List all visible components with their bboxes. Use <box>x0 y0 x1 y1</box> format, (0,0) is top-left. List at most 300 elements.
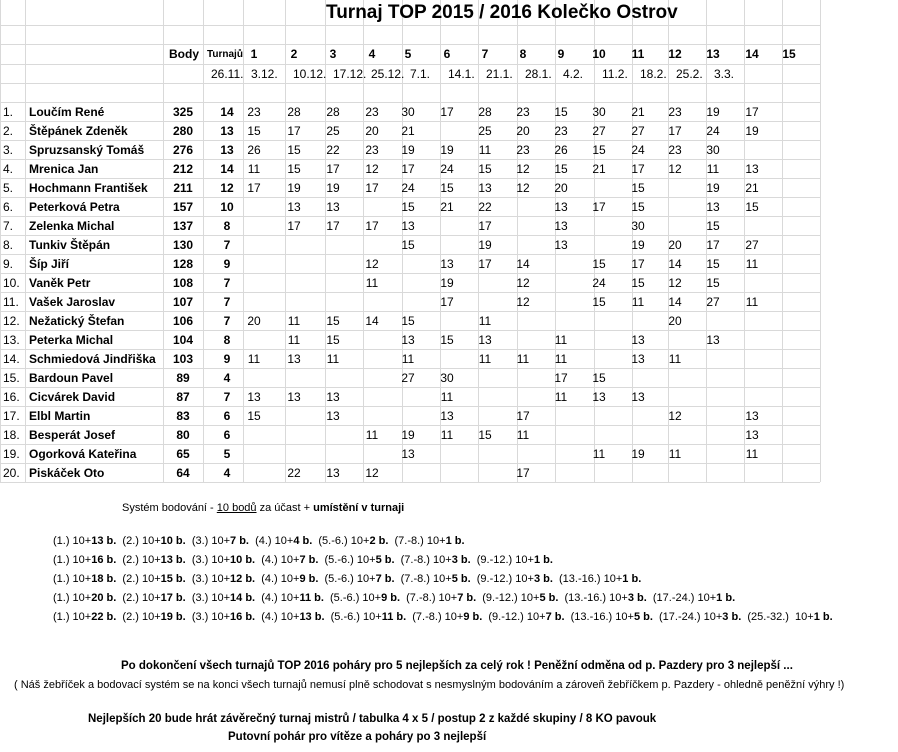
scoring-segment: 1 b. <box>445 535 465 547</box>
score-cell: 23 <box>554 124 568 138</box>
player-name: Loučím René <box>29 105 105 119</box>
scoring-segment: 3 b. <box>722 611 742 623</box>
player-points: 104 <box>172 333 194 347</box>
round-number: 12 <box>668 47 682 61</box>
score-cell: 11 <box>745 257 759 271</box>
player-name: Ogorková Kateřina <box>29 447 137 461</box>
player-points: 212 <box>172 162 194 176</box>
score-cell: 30 <box>440 371 454 385</box>
score-cell: 15 <box>706 219 720 233</box>
score-cell: 17 <box>706 238 720 252</box>
score-cell: 21 <box>745 181 759 195</box>
score-cell: 13 <box>554 238 568 252</box>
score-cell: 11 <box>631 295 645 309</box>
score-cell: 15 <box>401 200 415 214</box>
scoring-segment: (9.-12.) 10+ <box>476 592 540 604</box>
player-name: Besperát Josef <box>29 428 116 442</box>
player-tournaments: 8 <box>223 219 231 233</box>
player-name: Štěpánek Zdeněk <box>29 124 128 138</box>
scoring-segment: 13 b. <box>299 611 325 623</box>
player-name: Spruzsanský Tomáš <box>29 143 145 157</box>
score-cell: 13 <box>326 390 340 404</box>
scoring-segment: (7.-8.) 10+ <box>400 592 458 604</box>
score-cell: 19 <box>631 238 645 252</box>
player-rank: 2. <box>3 124 14 138</box>
player-tournaments: 10 <box>220 200 234 214</box>
scoring-segment: (1.) 10+ <box>53 611 92 623</box>
player-tournaments: 9 <box>223 257 231 271</box>
player-name: Šíp Jiří <box>29 257 70 271</box>
score-cell: 13 <box>706 333 720 347</box>
scoring-segment: 3 b. <box>627 592 647 604</box>
scoring-segment: 5 b. <box>633 611 653 623</box>
player-tournaments: 7 <box>223 295 231 309</box>
player-tournaments: 6 <box>223 428 231 442</box>
player-tournaments: 4 <box>223 371 231 385</box>
system-prefix: Systém bodování - <box>122 502 214 514</box>
score-cell: 23 <box>668 143 682 157</box>
scoring-segment: 1 b. <box>813 611 833 623</box>
round-number: 1 <box>250 47 258 61</box>
player-rank: 18. <box>3 428 20 442</box>
round-number: 6 <box>443 47 451 61</box>
player-rank: 13. <box>3 333 20 347</box>
grid-vertical <box>782 0 783 482</box>
score-cell: 15 <box>592 143 606 157</box>
score-cell: 11 <box>516 428 530 442</box>
grid-horizontal <box>0 444 820 445</box>
score-cell: 13 <box>287 390 301 404</box>
score-cell: 28 <box>478 105 492 119</box>
player-points: 103 <box>172 352 194 366</box>
score-cell: 28 <box>326 105 340 119</box>
player-name: Vašek Jaroslav <box>29 295 116 309</box>
grid-vertical <box>25 0 26 482</box>
grid-horizontal <box>0 102 820 103</box>
score-cell: 27 <box>401 371 415 385</box>
score-cell: 30 <box>706 143 720 157</box>
scoring-segment: 5 b. <box>451 573 471 585</box>
scoring-segment: 3 b. <box>451 554 471 566</box>
round-number: 11 <box>631 47 645 61</box>
score-cell: 17 <box>326 162 340 176</box>
player-name: Elbl Martin <box>29 409 91 423</box>
scoring-segment: (4.) 10+ <box>255 611 300 623</box>
score-cell: 15 <box>554 162 568 176</box>
player-rank: 16. <box>3 390 20 404</box>
score-cell: 11 <box>478 314 492 328</box>
grid-horizontal <box>0 273 820 274</box>
score-cell: 11 <box>401 352 415 366</box>
score-cell: 20 <box>365 124 379 138</box>
score-cell: 20 <box>554 181 568 195</box>
score-cell: 19 <box>440 276 454 290</box>
score-cell: 15 <box>326 314 340 328</box>
grid-horizontal <box>0 254 820 255</box>
score-cell: 17 <box>247 181 261 195</box>
score-cell: 12 <box>516 162 530 176</box>
score-cell: 11 <box>745 295 759 309</box>
round-number: 8 <box>519 47 527 61</box>
score-cell: 23 <box>365 143 379 157</box>
score-cell: 13 <box>440 409 454 423</box>
scoring-segment: 1 b. <box>622 573 642 585</box>
player-rank: 10. <box>3 276 20 290</box>
scoring-segment: 17 b. <box>160 592 186 604</box>
player-name: Vaněk Petr <box>29 276 91 290</box>
score-cell: 13 <box>287 200 301 214</box>
score-cell: 15 <box>287 143 301 157</box>
score-cell: 17 <box>745 105 759 119</box>
grid-horizontal <box>0 25 820 26</box>
score-cell: 25 <box>326 124 340 138</box>
score-cell: 13 <box>554 200 568 214</box>
player-name: Hochmann František <box>29 181 148 195</box>
score-cell: 19 <box>287 181 301 195</box>
round-date: 25.12. <box>371 67 405 81</box>
score-cell: 24 <box>592 276 606 290</box>
score-cell: 24 <box>631 143 645 157</box>
player-tournaments: 5 <box>223 447 231 461</box>
player-tournaments: 14 <box>220 162 234 176</box>
scoring-segment: (13.-16.) 10+ <box>552 573 623 585</box>
round-date: 11.2. <box>602 67 628 81</box>
score-cell: 30 <box>592 105 606 119</box>
score-cell: 17 <box>365 181 379 195</box>
player-points: 128 <box>172 257 194 271</box>
scoring-segment: 15 b. <box>160 573 186 585</box>
player-name: Piskáček Oto <box>29 466 105 480</box>
score-cell: 15 <box>592 371 606 385</box>
grid-horizontal <box>0 330 820 331</box>
score-cell: 19 <box>706 181 720 195</box>
score-cell: 14 <box>365 314 379 328</box>
player-rank: 6. <box>3 200 14 214</box>
player-points: 211 <box>173 181 193 195</box>
player-rank: 4. <box>3 162 14 176</box>
scoring-segment: 2 b. <box>369 535 389 547</box>
grid-horizontal <box>0 349 820 350</box>
player-points: 83 <box>176 409 190 423</box>
player-points: 87 <box>176 390 190 404</box>
player-rank: 8. <box>3 238 14 252</box>
grid-horizontal <box>0 368 820 369</box>
scoring-segment: 1 b. <box>716 592 736 604</box>
score-cell: 17 <box>401 162 415 176</box>
round-number: 10 <box>592 47 606 61</box>
score-cell: 13 <box>631 390 645 404</box>
scoring-segment: 9 b. <box>299 573 319 585</box>
round-number: 5 <box>404 47 412 61</box>
score-cell: 30 <box>401 105 415 119</box>
score-cell: 15 <box>592 257 606 271</box>
score-cell: 11 <box>554 352 568 366</box>
score-cell: 21 <box>401 124 415 138</box>
score-cell: 23 <box>668 105 682 119</box>
scoring-segment: 12 b. <box>230 573 256 585</box>
round-date: 7.1. <box>410 67 431 81</box>
player-tournaments: 14 <box>220 105 234 119</box>
scoring-segment: (3.) 10+ <box>185 611 231 623</box>
score-cell: 13 <box>745 428 759 442</box>
player-name: Zelenka Michal <box>29 219 115 233</box>
scoring-segment: 16 b. <box>230 611 256 623</box>
score-cell: 13 <box>631 333 645 347</box>
score-cell: 11 <box>247 352 261 366</box>
score-cell: 11 <box>516 352 530 366</box>
score-cell: 21 <box>440 200 454 214</box>
scoring-segment: (3.) 10+ <box>185 592 231 604</box>
round-number: 7 <box>481 47 489 61</box>
score-cell: 17 <box>440 105 454 119</box>
scoring-segment: (3.) 10+ <box>185 535 231 547</box>
score-cell: 27 <box>745 238 759 252</box>
scoring-segment: (4.) 10+ <box>255 592 300 604</box>
scoring-segment: 7 b. <box>230 535 249 547</box>
player-points: 325 <box>172 105 194 119</box>
score-cell: 17 <box>516 466 530 480</box>
score-cell: 12 <box>365 162 379 176</box>
scoring-segment: (1.) 10+ <box>53 592 92 604</box>
score-cell: 12 <box>516 276 530 290</box>
player-points: 157 <box>172 200 194 214</box>
grid-horizontal <box>0 482 820 483</box>
round-date: 17.12. <box>333 67 367 81</box>
score-cell: 15 <box>631 200 645 214</box>
round-date: 25.2. <box>676 67 703 81</box>
player-rank: 11. <box>3 295 19 309</box>
player-rank: 14. <box>3 352 20 366</box>
player-name: Nežatický Štefan <box>29 314 125 328</box>
score-cell: 17 <box>554 371 568 385</box>
scoring-segment: (13.-16.) 10+ <box>564 611 634 623</box>
scoring-segment: (13.-16.) 10+ <box>558 592 628 604</box>
scoring-line <box>53 573 641 585</box>
scoring-segment: (2.) 10+ <box>116 611 161 623</box>
round-date: 26.11. <box>211 67 244 81</box>
score-cell: 26 <box>247 143 261 157</box>
player-rank: 15. <box>3 371 20 385</box>
score-cell: 15 <box>706 276 720 290</box>
score-cell: 19 <box>706 105 720 119</box>
score-cell: 23 <box>516 105 530 119</box>
score-cell: 11 <box>365 276 379 290</box>
system-points: 10 bodů <box>216 502 257 514</box>
header-body: Body <box>169 47 199 61</box>
score-cell: 20 <box>668 238 682 252</box>
score-cell: 15 <box>478 162 492 176</box>
player-points: 108 <box>172 276 194 290</box>
scoring-segment: (7.-8.) 10+ <box>388 535 446 547</box>
score-cell: 13 <box>478 181 492 195</box>
score-cell: 14 <box>668 257 682 271</box>
player-points: 65 <box>176 447 190 461</box>
player-points: 106 <box>172 314 194 328</box>
player-name: Mrenica Jan <box>29 162 99 176</box>
score-cell: 13 <box>401 447 415 461</box>
scoring-segment: 7 b. <box>545 611 565 623</box>
grid-horizontal <box>0 463 820 464</box>
scoring-segment: 3 b. <box>533 573 553 585</box>
score-cell: 24 <box>706 124 720 138</box>
grid-horizontal <box>0 121 820 122</box>
round-number: 13 <box>706 47 720 61</box>
score-cell: 12 <box>365 466 379 480</box>
scoring-segment: 1 b. <box>533 554 553 566</box>
scoring-segment: 10 b. <box>230 554 256 566</box>
score-cell: 19 <box>631 447 645 461</box>
scoring-segment: (17.-24.) 10+ <box>646 592 717 604</box>
player-points: 276 <box>172 143 194 157</box>
score-cell: 15 <box>631 181 645 195</box>
system-middle: za účast + <box>259 502 311 514</box>
round-date: 14.1. <box>448 67 475 81</box>
score-cell: 12 <box>668 276 682 290</box>
score-cell: 24 <box>440 162 454 176</box>
grid-horizontal <box>0 425 820 426</box>
score-cell: 22 <box>326 143 340 157</box>
score-cell: 19 <box>478 238 492 252</box>
score-cell: 13 <box>745 409 759 423</box>
note-line-3: Nejlepších 20 bude hrát závěrečný turnaj mistrů / tabulka 4 x 5 / postup 2 z každé skupiny / 8 KO pavouk <box>88 713 657 725</box>
score-cell: 23 <box>247 105 261 119</box>
scoring-line <box>53 611 833 623</box>
score-cell: 13 <box>592 390 606 404</box>
round-date: 3.3. <box>714 67 735 81</box>
score-cell: 17 <box>287 124 301 138</box>
scoring-segment: (5.-6.) 10+ <box>312 535 370 547</box>
scoring-segment: 20 b. <box>91 592 117 604</box>
scoring-line <box>53 535 465 547</box>
scoring-segment: (2.) 10+ <box>116 535 161 547</box>
player-name: Peterka Michal <box>29 333 114 347</box>
grid-vertical <box>820 0 821 482</box>
player-points: 130 <box>172 238 194 252</box>
score-cell: 11 <box>440 390 454 404</box>
player-rank: 17. <box>3 409 20 423</box>
score-cell: 17 <box>287 219 301 233</box>
score-cell: 11 <box>247 162 261 176</box>
grid-horizontal <box>0 159 820 160</box>
round-number: 15 <box>782 47 796 61</box>
score-cell: 15 <box>706 257 720 271</box>
scoring-segment: (2.) 10+ <box>116 573 161 585</box>
scoring-segment: (7.-8.) 10+ <box>406 611 464 623</box>
scoring-segment: 7 b. <box>457 592 477 604</box>
score-cell: 11 <box>668 447 682 461</box>
player-points: 64 <box>176 466 190 480</box>
player-name: Cicvárek David <box>29 390 116 404</box>
score-cell: 13 <box>440 257 454 271</box>
score-cell: 17 <box>631 162 645 176</box>
score-cell: 11 <box>478 143 492 157</box>
player-tournaments: 13 <box>220 124 234 138</box>
player-tournaments: 13 <box>220 143 234 157</box>
score-cell: 15 <box>440 333 454 347</box>
scoring-segment: (1.) 10+ <box>53 554 92 566</box>
scoring-segment: (9.-12.) 10+ <box>470 554 534 566</box>
score-cell: 15 <box>247 124 261 138</box>
grid-horizontal <box>0 83 820 84</box>
grid-horizontal <box>0 292 820 293</box>
score-cell: 19 <box>401 143 415 157</box>
score-cell: 11 <box>745 447 759 461</box>
score-cell: 19 <box>401 428 415 442</box>
score-cell: 15 <box>745 200 759 214</box>
system-placement: umístění v turnaji <box>313 502 405 514</box>
score-cell: 15 <box>326 333 340 347</box>
score-cell: 21 <box>631 105 645 119</box>
score-cell: 17 <box>326 219 340 233</box>
player-tournaments: 6 <box>223 409 231 423</box>
score-cell: 13 <box>326 200 340 214</box>
score-cell: 12 <box>365 257 379 271</box>
scoring-segment: (3.) 10+ <box>185 573 231 585</box>
score-cell: 20 <box>668 314 682 328</box>
score-cell: 15 <box>287 162 301 176</box>
score-cell: 17 <box>478 219 492 233</box>
scoring-segment: 7 b. <box>375 573 395 585</box>
round-number: 4 <box>368 47 376 61</box>
score-cell: 30 <box>631 219 645 233</box>
score-cell: 11 <box>326 352 340 366</box>
score-cell: 15 <box>440 181 454 195</box>
score-cell: 12 <box>668 162 682 176</box>
scoring-segment: (2.) 10+ <box>116 554 161 566</box>
score-cell: 15 <box>401 314 415 328</box>
round-date: 28.1. <box>525 67 552 81</box>
score-cell: 13 <box>401 219 415 233</box>
scoring-segment: 18 b. <box>91 573 117 585</box>
score-cell: 13 <box>706 200 720 214</box>
grid-horizontal <box>0 197 820 198</box>
score-cell: 22 <box>478 200 492 214</box>
grid-vertical <box>0 0 1 482</box>
grid-horizontal <box>0 64 820 65</box>
score-cell: 13 <box>554 219 568 233</box>
score-cell: 13 <box>326 466 340 480</box>
player-tournaments: 7 <box>223 314 231 328</box>
score-cell: 17 <box>440 295 454 309</box>
player-name: Bardoun Pavel <box>29 371 114 385</box>
scoring-segment: 4 b. <box>293 535 313 547</box>
player-points: 89 <box>176 371 190 385</box>
scoring-segment: (9.-12.) 10+ <box>470 573 534 585</box>
score-cell: 12 <box>516 181 530 195</box>
player-rank: 1. <box>3 105 14 119</box>
score-cell: 23 <box>365 105 379 119</box>
round-date: 18.2. <box>640 67 667 81</box>
player-rank: 3. <box>3 143 14 157</box>
scoring-segment: 10 b. <box>160 535 186 547</box>
player-points: 137 <box>172 219 194 233</box>
score-cell: 15 <box>592 295 606 309</box>
player-tournaments: 8 <box>223 333 231 347</box>
round-date: 3.12. <box>251 67 278 81</box>
player-tournaments: 9 <box>223 352 231 366</box>
player-points: 280 <box>172 124 194 138</box>
score-cell: 11 <box>287 314 301 328</box>
grid-horizontal <box>0 311 820 312</box>
score-cell: 19 <box>440 143 454 157</box>
score-cell: 11 <box>554 390 568 404</box>
scoring-segment: 16 b. <box>91 554 117 566</box>
scoring-segment: (25.-32.) 10+ <box>741 611 814 623</box>
score-cell: 17 <box>668 124 682 138</box>
score-cell: 25 <box>478 124 492 138</box>
score-cell: 11 <box>440 428 454 442</box>
grid-horizontal <box>0 216 820 217</box>
